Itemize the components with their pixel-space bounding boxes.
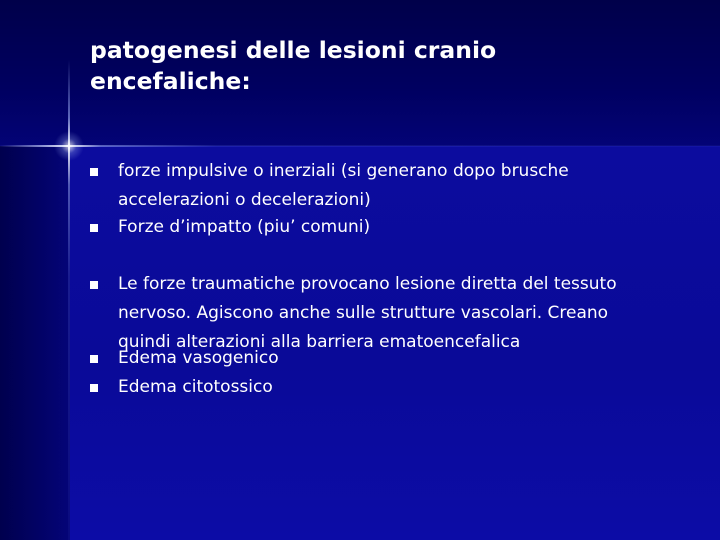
bullet-text-line: Le forze traumatiche provocano lesione diretta del tessuto (118, 274, 617, 294)
bullet-text-line: forze impulsive o inerziali (si generano dopo brusche (118, 161, 569, 181)
bullet-text (118, 344, 648, 373)
square-bullet-icon (90, 224, 98, 232)
bullet-text-line: quindi alterazioni alla barriera ematoencefalica (118, 332, 521, 352)
bullet-text-line: nervoso. Agiscono anche sulle strutture vascolari. Creano (118, 303, 609, 323)
bullet-text (118, 213, 648, 242)
bullet-text-line: Edema citotossico (118, 377, 273, 397)
bullet-text-line: accelerazioni o decelerazioni) (118, 190, 371, 210)
square-bullet-icon (90, 355, 98, 363)
bullet-text (118, 157, 648, 215)
bullet-text-line: Forze d’impatto (piu’ comuni) (118, 217, 371, 237)
square-bullet-icon (90, 384, 98, 392)
bullet-text (118, 373, 648, 402)
square-bullet-icon (90, 281, 98, 289)
square-bullet-icon (90, 168, 98, 176)
bullet-text-line: Edema vasogenico (118, 348, 279, 368)
slide-title: patogenesi delle lesioni cranio encefaliche: (90, 36, 497, 95)
